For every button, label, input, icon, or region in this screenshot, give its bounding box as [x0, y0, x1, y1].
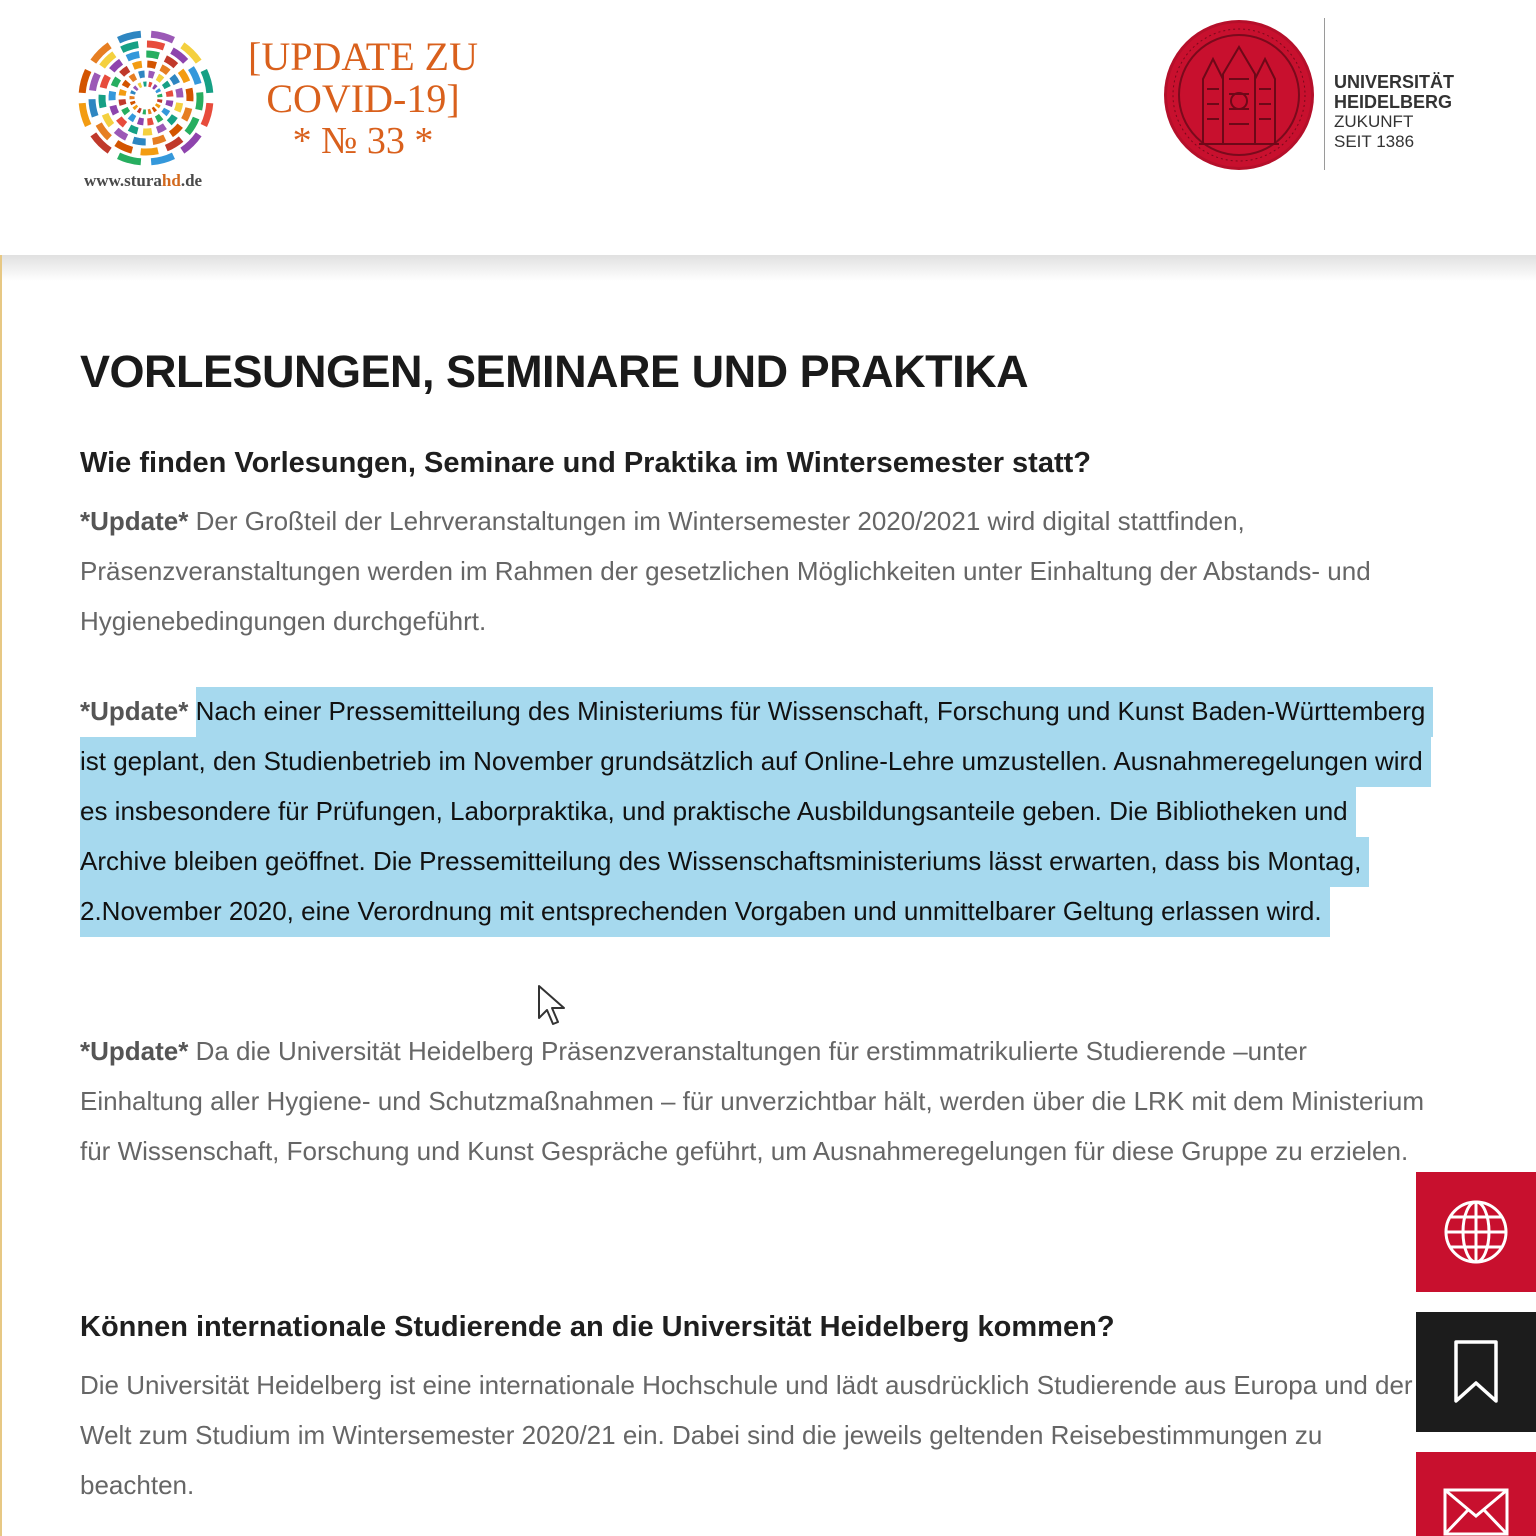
globe-icon: [1443, 1199, 1509, 1265]
rosette-segment: [169, 100, 170, 105]
rosette-segment: [139, 85, 142, 86]
update-tag: *Update*: [80, 696, 189, 726]
paragraph-update-3: [80, 1026, 1430, 1176]
rosette-segment: [166, 139, 181, 148]
rosette-segment: [181, 71, 187, 82]
rosette-segment: [151, 156, 173, 162]
badge-line-2: COVID-19]: [266, 76, 460, 121]
rosette-segment: [164, 109, 167, 114]
contact-button[interactable]: [1416, 1452, 1536, 1536]
rosette-segment: [114, 79, 118, 87]
rosette-segment: [165, 83, 168, 88]
rosette-segment: [138, 121, 143, 122]
rosette-segment: [146, 54, 159, 56]
rosette-segment: [116, 143, 132, 150]
mouse-pointer-icon: [537, 984, 569, 1026]
rosette-segment: [125, 82, 128, 87]
rosette-segment: [138, 110, 141, 111]
bookmark-icon: [1451, 1339, 1501, 1405]
rosette-segment: [113, 106, 116, 114]
page-title: VORLESUNGEN, SEMINARE UND PRAKTIKA: [80, 346, 1029, 397]
rosette-segment: [139, 74, 144, 75]
rosette-segment: [157, 104, 159, 106]
rosette-segment: [130, 116, 135, 119]
rosette-segment: [157, 77, 162, 80]
update-tag: *Update*: [80, 1036, 189, 1066]
rosette-segment: [122, 69, 129, 74]
paragraph-text: Der Großteil der Lehrveranstaltungen im Wintersemester 2020/2021 wird digital stattfinden, Präsenzveranstaltungen werden im Rahmen der gesetzlichen Möglichkeiten unter Einhaltung der Abstands- und Hygienebedingungen durchgeführt.: [80, 506, 1371, 636]
rosette-segment: [179, 89, 180, 98]
paragraph-update-1: [80, 496, 1430, 646]
rosette-segment: [82, 71, 88, 93]
rosette-segment: [119, 34, 141, 40]
rosette-segment: [149, 84, 152, 85]
rosette-segment: [133, 64, 142, 66]
section-heading-lectures: Wie finden Vorlesungen, Seminare und Praktika im Wintersemester statt?: [80, 447, 1091, 479]
language-button[interactable]: [1416, 1172, 1536, 1292]
rosette-segment: [199, 92, 200, 109]
rosette-segment: [122, 45, 139, 50]
rosette-segment: [177, 103, 179, 111]
rosette-segment: [112, 62, 121, 71]
rosette-segment: [153, 138, 165, 142]
badge-line-1: [UPDATE ZU: [248, 34, 478, 79]
rosette-segment: [153, 86, 155, 88]
rosette-segment: [103, 76, 108, 88]
rosette-segment: [189, 89, 190, 102]
university-name[interactable]: UNIVERSITÄT HEIDELBERG ZUKUNFT SEIT 1386: [1334, 72, 1455, 151]
rosette-segment: [131, 76, 136, 79]
site-header: [0, 0, 1536, 255]
section-heading-international: Können internationale Studierende an die Universität Heidelberg kommen?: [80, 1311, 1115, 1343]
rosette-segment: [82, 103, 88, 125]
rosette-segment: [191, 68, 198, 84]
rosette-segment: [159, 99, 160, 102]
rosette-segment: [135, 106, 137, 108]
university-seal-icon[interactable]: [1163, 19, 1315, 171]
badge-line-3: * № 33 *: [292, 120, 434, 162]
rosette-segment: [147, 121, 152, 122]
update-tag: *Update*: [80, 506, 189, 536]
paragraph-text: Die Universität Heidelberg ist eine internationale Hochschule und lädt ausdrücklich Studierende aus Europa und der Welt zum Studium im Wintersemester 2020/21 ein. Dabei sind die jeweils geltenden Reisebestimmungen zu beachten.: [80, 1370, 1413, 1500]
rosette-segment: [119, 156, 141, 162]
rosette-segment: [156, 117, 161, 120]
mail-icon: [1443, 1488, 1509, 1536]
covid-update-badge: [238, 36, 488, 162]
paragraph-update-2[interactable]: [80, 686, 1430, 936]
rosette-segment: [153, 108, 155, 110]
rosette-segment: [172, 76, 177, 83]
rosette-segment: [93, 74, 98, 91]
rosette-segment: [112, 92, 113, 101]
rosette-segment: [133, 91, 134, 94]
rosette-segment: [148, 74, 153, 75]
rosette-segment: [92, 99, 95, 116]
selected-text[interactable]: Nach einer Pressemitteilung des Ministeriums für Wissenschaft, Forschung und Kunst Baden-Württemberg ist geplant, den Studienbetrieb im November grundsätzlich auf Online-Lehre umzustellen. Ausnahmeregelungen wird es insbesondere für Prüfungen, Laborpraktika, und praktische Ausbildungsanteile geben. Die Bibliotheken und Archive bleiben geöffnet. Die Pressemitteilung des Wissenschaftsministeriums lässt erwarten, dass bis Montag, 2.November 2020, eine Verordnung mit entsprechenden Vorgaben und unmittelbarer Geltung erlassen wird.: [80, 687, 1433, 937]
stura-rosette-logo-icon[interactable]: [76, 28, 216, 168]
rosette-segment: [171, 126, 180, 135]
rosette-segment: [102, 95, 103, 108]
rosette-segment: [127, 55, 139, 59]
rosette-segment: [147, 44, 164, 47]
rosette-segment: [157, 126, 165, 130]
rosette-segment: [116, 130, 126, 137]
rosette-segment: [132, 101, 133, 104]
rosette-segment: [135, 87, 137, 89]
paragraph-text: Da die Universität Heidelberg Präsenzveranstaltungen für erstimmatrikulierte Studierende –unter Einhaltung aller Hygiene- und Schutzmaßnahmen – für unverzichtbar hält, werden über die LRK mit dem Ministerium für Wissenschaft, Forschung und Kunst Gespräche geführt, um Ausnahmeregelungen für diese Gruppe zu erzielen.: [80, 1036, 1424, 1166]
rosette-segment: [184, 108, 189, 120]
rosette-segment: [148, 111, 151, 112]
rosette-segment: [161, 67, 168, 72]
rosette-segment: [130, 128, 138, 131]
rosette-segment: [157, 90, 158, 93]
rosette-segment: [105, 114, 111, 125]
bookmark-button[interactable]: [1416, 1312, 1536, 1432]
logo-divider: [1324, 18, 1325, 170]
rosette-segment: [187, 118, 196, 133]
rosette-segment: [182, 134, 198, 150]
rosette-segment: [169, 116, 175, 123]
rosette-segment: [141, 151, 158, 152]
rosette-segment: [169, 91, 170, 96]
rosette-segment: [151, 34, 173, 40]
rosette-segment: [119, 118, 125, 124]
paragraph-international: [80, 1360, 1430, 1510]
rosette-segment: [147, 64, 156, 65]
rosette-segment: [122, 99, 123, 104]
rosette-segment: [124, 108, 127, 113]
rosette-segment: [204, 103, 210, 125]
stura-url[interactable]: www.sturahd.de: [84, 171, 203, 190]
rosette-segment: [165, 58, 175, 65]
rosette-segment: [133, 140, 146, 142]
rosette-segment: [122, 90, 123, 95]
rosette-segment: [204, 71, 210, 93]
